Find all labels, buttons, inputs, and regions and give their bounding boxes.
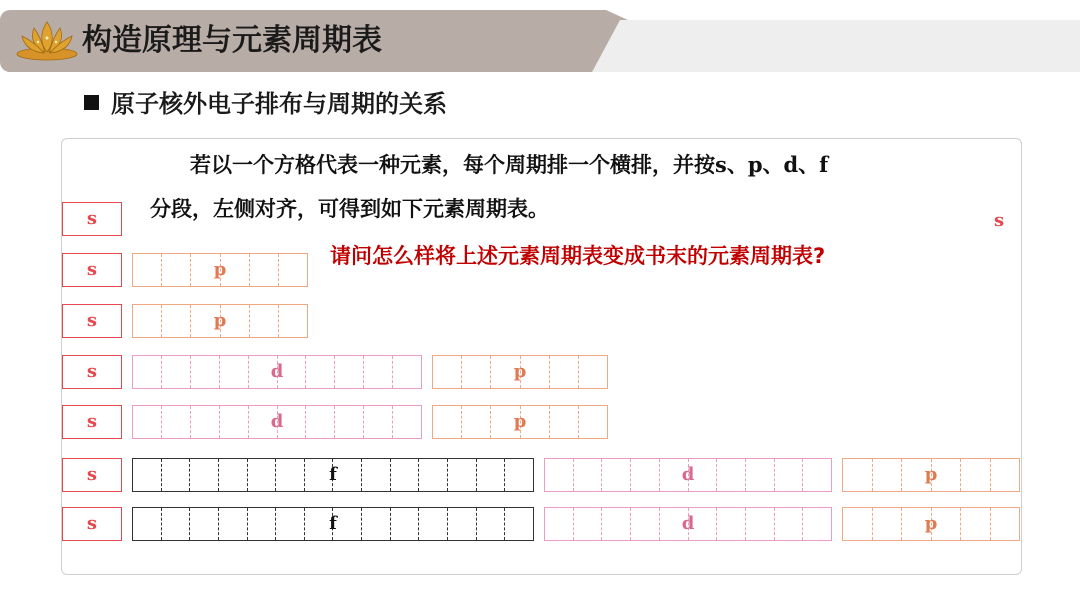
section-subtitle [84, 86, 447, 122]
d-block-label: d [681, 513, 695, 534]
period-4-p-block [432, 355, 608, 389]
page-title: 构造原理与元素周期表 [82, 23, 382, 58]
period-1-s-block [62, 202, 122, 236]
period-7-d-block [544, 507, 832, 541]
s-block-label: s [86, 411, 98, 432]
p-block-label: p [513, 411, 527, 432]
period-2-p-block [132, 253, 308, 287]
s-block-label: s [86, 513, 98, 534]
d-block-label: d [270, 361, 284, 382]
period-3-p-block [132, 304, 308, 338]
s-block-label: s [86, 464, 98, 485]
section-subtitle-text: 原子核外电子排布与周期的关系 [111, 90, 447, 118]
intro-paragraph-line-2: 分段，左侧对齐，可得到如下元素周期表。 [150, 196, 549, 221]
s-block-label: s [86, 259, 98, 280]
title-banner-extension [592, 20, 1080, 72]
p-block-label: p [513, 361, 527, 382]
p-block-label: p [924, 464, 938, 485]
s-block-label: s [86, 361, 98, 382]
f-block-label: f [329, 513, 337, 534]
period-7-p-block [842, 507, 1020, 541]
p-block-label: p [213, 259, 227, 280]
period-6-p-block [842, 458, 1020, 492]
period-6-d-block [544, 458, 832, 492]
question-text: 请问怎么样将上述元素周期表变成书末的元素周期表? [330, 244, 826, 268]
f-block-label: f [329, 464, 337, 485]
period-3-s-block [62, 304, 122, 338]
period-2-s-block [62, 253, 122, 287]
p-block-label: p [213, 310, 227, 331]
period-4-d-block [132, 355, 422, 389]
s-block-label: s [86, 310, 98, 331]
lotus-logo-icon [14, 16, 80, 66]
intro-paragraph-line-1: 若以一个方格代表一种元素，每个周期排一个横排，并按s、p、d、f [190, 152, 829, 177]
d-block-label: d [270, 411, 284, 432]
square-bullet-icon [84, 95, 99, 110]
period-7-s-block [62, 507, 122, 541]
period-5-d-block [132, 405, 422, 439]
period-6-f-block [132, 458, 534, 492]
period-5-p-block [432, 405, 608, 439]
period-5-s-block [62, 405, 122, 439]
stray-s-label: s [994, 210, 1005, 231]
s-block-label: s [86, 208, 98, 229]
d-block-label: d [681, 464, 695, 485]
period-4-s-block [62, 355, 122, 389]
period-7-f-block [132, 507, 534, 541]
period-6-s-block [62, 458, 122, 492]
p-block-label: p [924, 513, 938, 534]
